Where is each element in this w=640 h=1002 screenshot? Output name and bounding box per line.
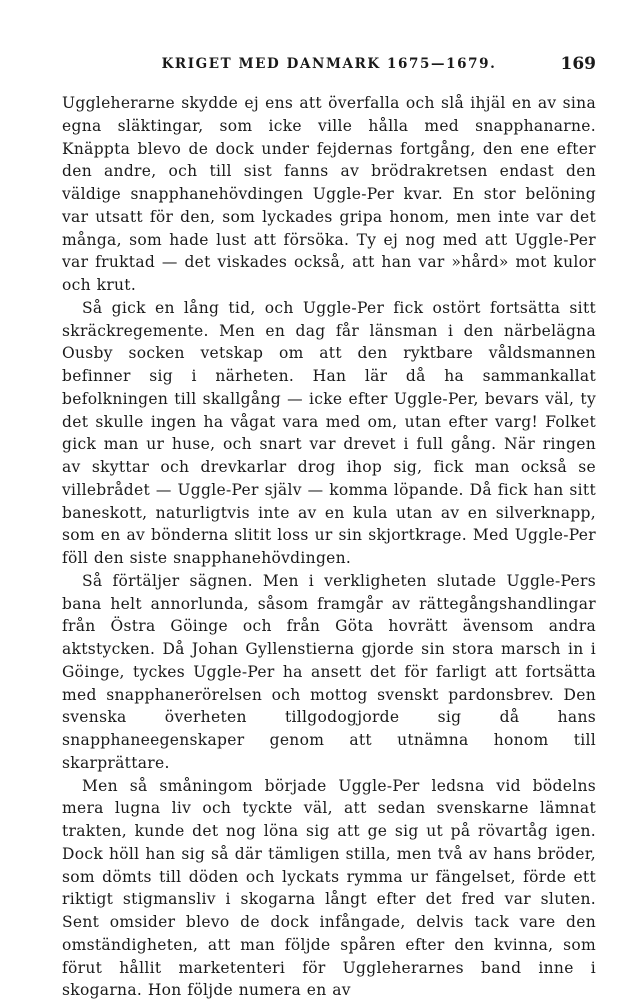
paragraph-2: Så gick en lång tid, och Uggle-Per fick ostört fortsätta sitt skräckregemente. Men en dag får länsman i den närbelägna Ousby socken vetskap om att den ryktbare våldsmannen befinner sig i närheten. Han lär då ha sammankallat befolkningen till skallgång — icke efter Uggle-Per, bevars väl, ty det skulle ingen ha vågat vara med om, utan efter varg! Folket gick man ur huse, och snart var drevet i full gång. När ringen av skyttar och drevkarlar drog ihop sig, fick man också se villebrådet — Uggle-Per själv — komma löpande. Då fick han sitt baneskott, naturligtvis inte av en kula utan av en silverknapp, som en av bönderna slitit loss ur sin skjortkrage. Med Uggle-Per föll den siste snapphanehövdingen.: [62, 297, 596, 570]
paragraph-4: Men så småningom började Uggle-Per ledsna vid bödelns mera lugna liv och tyckte väl, att sedan svenskarne lämnat trakten, kunde det nog löna sig att ge sig ut på rövartåg igen. Dock höll han sig så där tämligen stilla, men två av hans bröder, som dömts till döden och lyckats rymma ur fängelset, förde ett riktigt stigmansliv i skogarna långt efter det fred var sluten. Sent omsider blevo de dock infångade, delvis tack vare den omständigheten, att man följde spåren efter den kvinna, som förut hållit marketenteri för Uggleherarnes band inne i skogarna. Hon följde numera en av: [62, 775, 596, 1002]
paragraph-1: Uggleherarne skydde ej ens att överfalla och slå ihjäl en av sina egna släktingar, som icke ville hålla med snapphanarne. Knäppta blevo de dock under fejdernas fortgång, den ene efter den andre, och till sist fanns av brödrakretsen endast den väldige snapphanehövdingen Uggle-Per kvar. En stor belöning var utsatt för den, som lyckades gripa honom, men inte var det många, som hade lust att försöka. Ty ej nog med att Uggle-Per var fruktad — det viskades också, att han var »hård» mot kulor och krut.: [62, 92, 596, 297]
page-number: 169: [561, 54, 597, 74]
body-text: [62, 92, 596, 952]
paragraph-3: Så förtäljer sägnen. Men i verkligheten slutade Uggle-Pers bana helt annorlunda, såsom framgår av rättegångshandlingar från Östra Göinge och från Göta hovrätt ävensom andra aktstycken. Då Johan Gyllenstierna gjorde sin stora marsch in i Göinge, tyckes Uggle-Per ha ansett det för farligt att fortsätta med snapphanerörelsen och mottog svenskt pardonsbrev. Den svenska överheten tillgodogjorde sig då hans snapphaneegenskaper genom att utnämna honom till skarprättare.: [62, 570, 596, 775]
running-title: KRIGET MED DANMARK 1675—1679.: [62, 56, 596, 72]
running-head: [62, 50, 596, 84]
